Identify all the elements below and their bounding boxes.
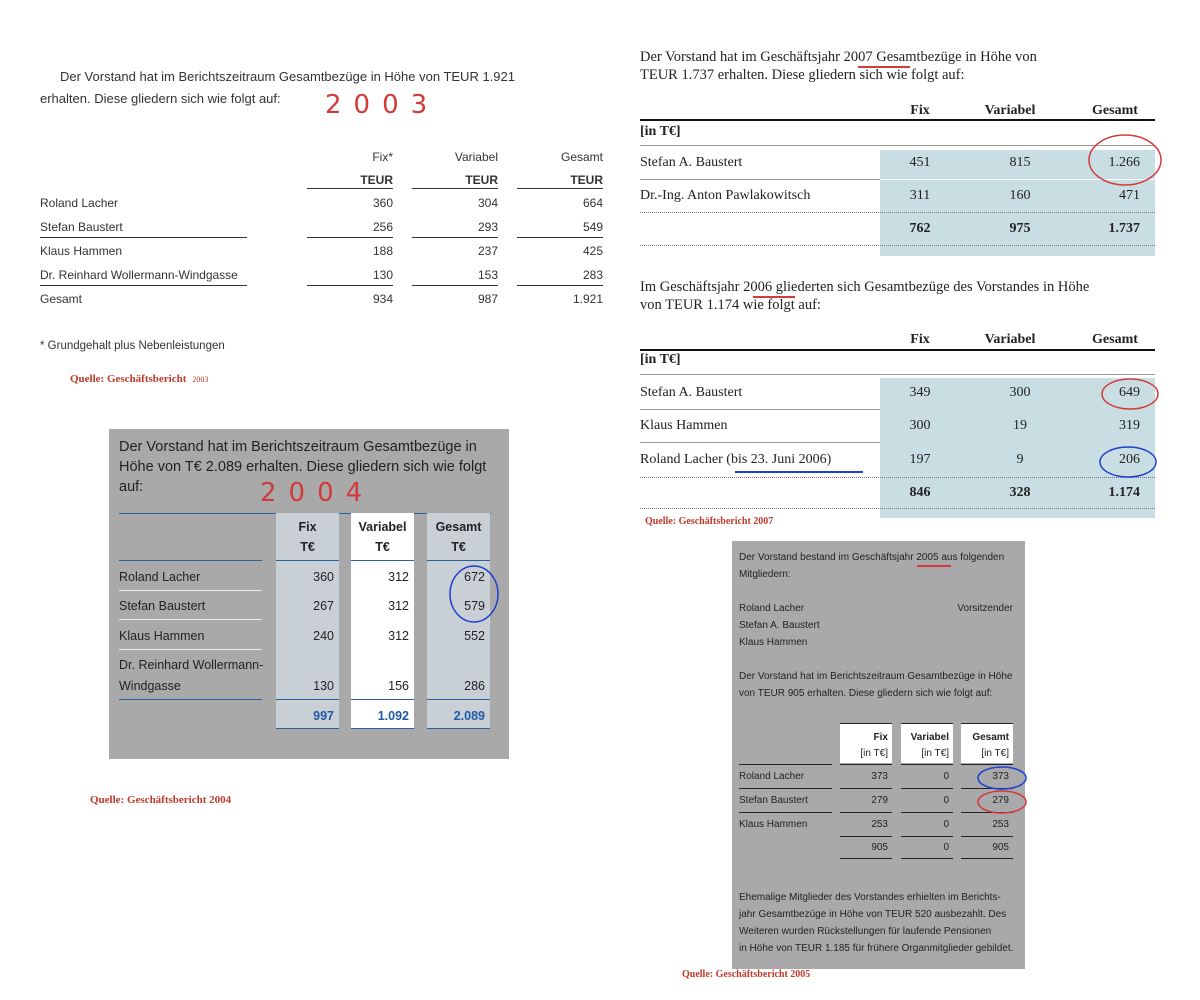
underline-2005 (917, 565, 951, 567)
para-2004: Der Vorstand hat im Berichtszeitraum Gesamtbezüge in Höhe von T€ 2.089 erhalten. Diese gliedern sich wie folgt auf: (119, 439, 487, 495)
header-fix-2003: Fix* (372, 150, 393, 164)
blue-underline-2006 (735, 471, 863, 473)
source-2007: Quelle: Geschäftsbericht 2007 (645, 516, 774, 527)
table-row: Dr. Reinhard Wollermann-Windgasse 130 153 283 (40, 268, 603, 282)
handwritten-year-2004: 2004 (260, 478, 375, 508)
para-2003-line2: erhalten. Diese gliedern sich wie folgt auf: (40, 91, 281, 106)
unit-var-2003: TEUR (465, 173, 498, 187)
year-2005: 2005 (916, 552, 939, 563)
blue-circle-annotation-2006 (1096, 444, 1160, 480)
para-2006: Im Geschäftsjahr 2006 gliederten sich Gesamtbezüge des Vorstandes in Höhe von TEUR 1.174 wie folgt auf: (640, 279, 1090, 313)
table-2003 (40, 146, 603, 316)
underline-2006 (753, 296, 795, 298)
header-total-2003: Gesamt (560, 150, 603, 164)
source-2004: Quelle: Geschäftsbericht 2004 (90, 794, 232, 806)
box-2005: Der Vorstand bestand im Geschäftsjahr 2005 aus folgenden Mitgliedern: Roland Lacher Vorsitzender Stefan A. Baustert Klaus Hammen Der Vorstand hat im Berichtszeitraum Gesamtbezüge in Höhe von TEUR 905 erhalten. Diese gliedern sich wie folgt auf: Fix Variabel Gesamt [in T€] [in T€] [in T€] Roland Lacher 373 0 373 Stefan Baustert 279 0 279 Klaus Hammen 253 0 253 905 0 905 Ehemalige Mitglieder des Vorstandes erhielten im Berichts- jahr Gesamtbezüge in Höhe von TEUR 520 ausbezahlt. Des Weiteren wurden Rückstellungen für laufende Pensionen in Höhe von TEUR 1.185 für frühere Organmitglieder gebildet. (732, 541, 1025, 969)
para-2003-line1: Der Vorstand hat im Berichtszeitraum Gesamtbezüge in Höhe von TEUR 1.921 (60, 69, 515, 84)
para-2003 (40, 66, 560, 110)
underline-2007 (858, 66, 910, 68)
para-2007: Der Vorstand hat im Geschäftsjahr 2007 Gesamtbezüge in Höhe von TEUR 1.737 erhalten. Diese gliedern sich wie folgt auf: (640, 49, 1037, 83)
note-bis-23-juni: (bis 23. Juni 2006) (726, 452, 832, 467)
unit-total-2003: TEUR (570, 173, 603, 187)
footnote-2003: * Grundgehalt plus Nebenleistungen (40, 340, 225, 352)
red-circle-annotation-2007 (1085, 132, 1165, 188)
role-label: Vorsitzender (957, 603, 1013, 614)
year-2007: 2007 (843, 49, 873, 65)
red-circle-annotation-2006 (1098, 375, 1162, 413)
unit-fix-2003: TEUR (360, 173, 393, 187)
red-circle-annotation-2005 (975, 788, 1029, 816)
handwritten-year-2003: 2003 (325, 90, 440, 120)
table-row-total: Gesamt 934 987 1.921 (40, 292, 603, 306)
blue-circle-annotation-2004 (445, 560, 505, 630)
header-var-2004: Variabel (358, 520, 407, 534)
header-fix-2004: Fix (298, 520, 317, 534)
header-total-2004: Gesamt (435, 520, 482, 534)
source-2003: Quelle: Geschäftsbericht 2003 (70, 373, 209, 385)
year-2006: 2006 (743, 279, 773, 295)
table-row: Klaus Hammen 188 237 425 (40, 244, 603, 258)
box-2004: Der Vorstand hat im Berichtszeitraum Gesamtbezüge in Höhe von T€ 2.089 erhalten. Diese gliedern sich wie folgt auf: Fix Variabel Gesamt T€ T€ T€ Roland Lacher 360 312 672 Stefan Baustert 267 312 579 Klaus Hammen 240 312 552 Dr. Reinhard Wollermann- Windgasse 130 156 286 997 1.092 2.089 (109, 429, 509, 759)
table-row: Stefan Baustert 256 293 549 (40, 220, 603, 234)
header-var-2003: Variabel (454, 150, 498, 164)
table-row: Roland Lacher 360 304 664 (40, 196, 603, 210)
source-2005: Quelle: Geschäftsbericht 2005 (682, 969, 811, 980)
